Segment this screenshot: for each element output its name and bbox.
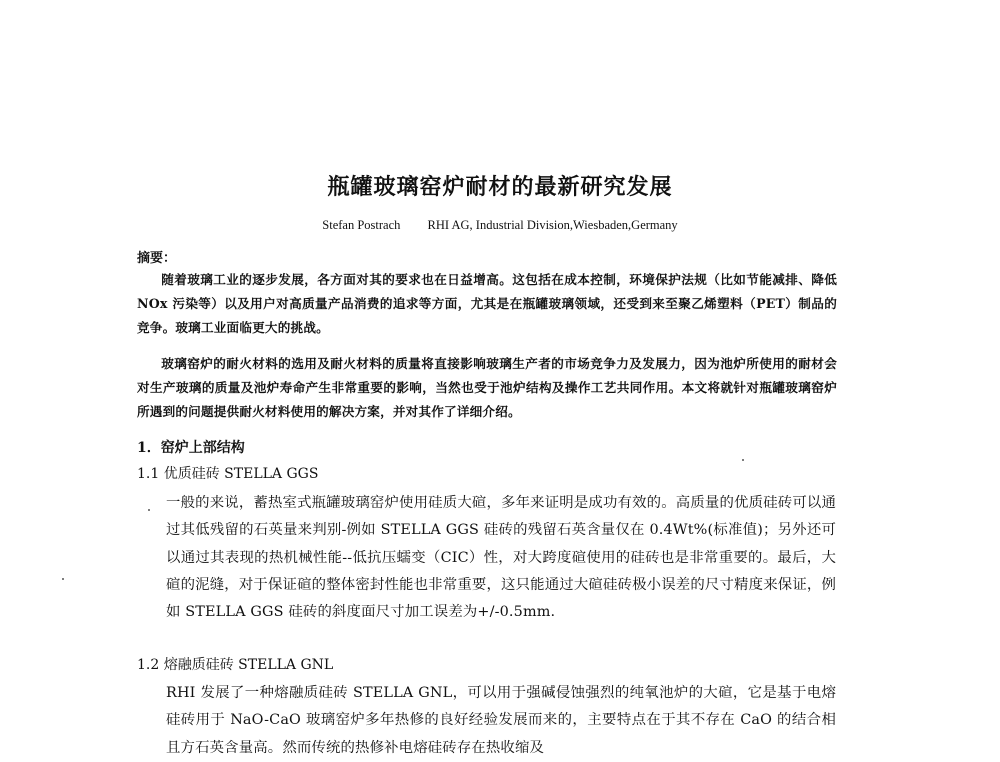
author-affiliation: RHI AG, Industrial Division,Wiesbaden,Germany	[427, 218, 678, 232]
author-name: Stefan Postrach	[322, 218, 401, 232]
paper-title: 瓶罐玻璃窑炉耐材的最新研究发展	[327, 175, 673, 200]
abstract-text-1: 随着玻璃工业的逐步发展，各方面对其的要求也在日益增高。这包括在成本控制，环境保护法规（比如节能减排、降低 NOx 污染等）以及用户对高质量产品消费的追求等方面，尤其是在瓶罐玻璃领域，还受到来至聚乙烯塑料（PET）制品的竞争。玻璃工业面临更大的挑战。	[137, 272, 837, 336]
abstract-paragraph-1	[137, 268, 837, 341]
subsection-heading-1-1: 1.1 优质硅砖 STELLA GGS	[137, 466, 319, 482]
subsection-heading-1-2: 1.2 熔融质硅砖 STELLA GNL	[137, 657, 334, 673]
scan-speck	[742, 459, 744, 461]
abstract-paragraph-2	[137, 352, 837, 425]
abstract-label: 摘要：	[137, 251, 177, 266]
scan-speck	[62, 578, 64, 580]
section-heading-1: 1．窑炉上部结构	[137, 440, 245, 456]
byline	[0, 218, 1000, 233]
abstract-text-2: 玻璃窑炉的耐火材料的选用及耐火材料的质量将直接影响玻璃生产者的市场竞争力及发展力，因为池炉所使用的耐材会对生产玻璃的质量及池炉寿命产生非常重要的影响，当然也受于池炉结构及操作工艺共同作用。本文将就针对瓶罐玻璃窑炉所遇到的问题提供耐火材料使用的解决方案，并对其作了详细介绍。	[137, 356, 837, 420]
body-paragraph-1-1: 一般的来说，蓄热室式瓶罐玻璃窑炉使用硅质大碹，多年来证明是成功有效的。高质量的优质硅砖可以通过其低残留的石英量来判别-例如 STELLA GGS 硅砖的残留石英含量仅在 0.4Wt%(标准值)；另外还可以通过其表现的热机械性能--低抗压蠕变（CIC）性，对大跨度碹使用的硅砖也是非常重要的。最后，大碹的泥缝，对于保证碹的整体密封性能也非常重要，这只能通过大碹硅砖极小误差的尺寸精度来保证，例如 STELLA GGS 硅砖的斜度面尺寸加工误差为+/-0.5mm.	[166, 495, 836, 621]
scan-speck	[148, 509, 150, 511]
body-paragraph-1-2: RHI 发展了一种熔融质硅砖 STELLA GNL，可以用于强碱侵蚀强烈的纯氧池炉的大碹，它是基于电熔硅砖用于 NaO-CaO 玻璃窑炉多年热修的良好经验发展而来的，主要特点在于其不存在 CaO 的结合相且方石英含量高。然而传统的热修补电熔硅砖存在热收缩及	[166, 685, 836, 756]
